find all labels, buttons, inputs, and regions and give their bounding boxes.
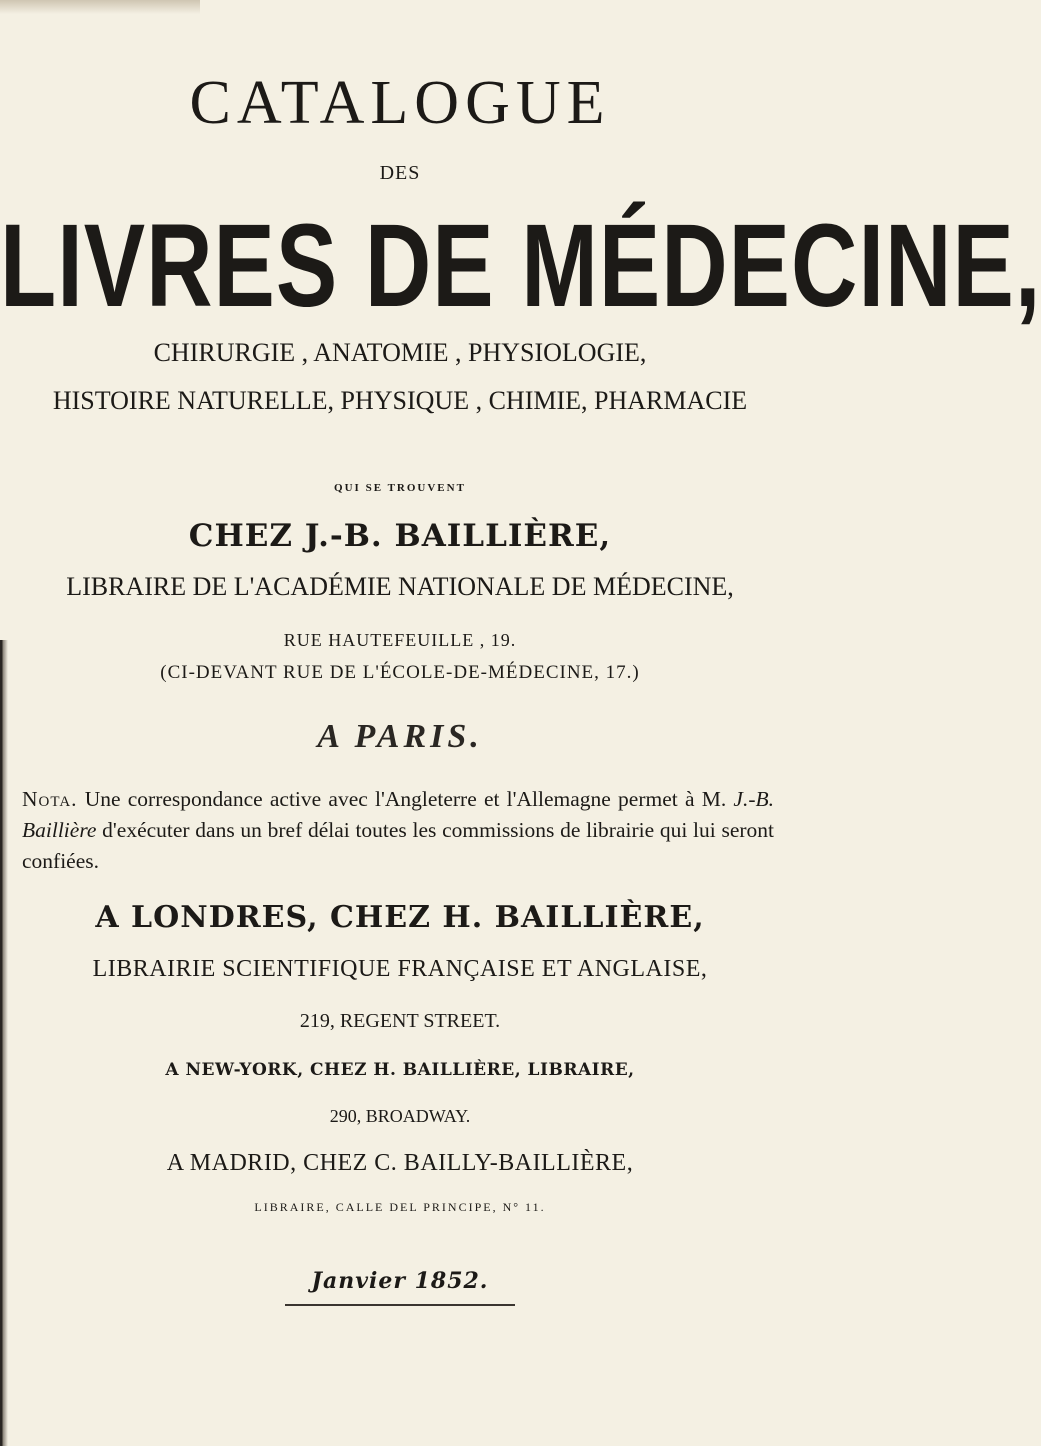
branch-london: A LONDRES, CHEZ H. BAILLIÈRE, bbox=[95, 900, 705, 935]
nota-label: Nota. bbox=[22, 787, 78, 811]
branch-new-york-address: 290, BROADWAY. bbox=[329, 1106, 471, 1126]
page-edge-top bbox=[0, 0, 200, 14]
subjects-line-1: CHIRURGIE , ANATOMIE , PHYSIOLOGIE, bbox=[153, 338, 647, 367]
subjects-line-2: HISTOIRE NATURELLE, PHYSIQUE , CHIMIE, PHARMACIE bbox=[52, 386, 748, 415]
branch-madrid-address: LIBRAIRE, CALLE DEL PRINCIPE, N° 11. bbox=[254, 1200, 546, 1214]
nota-text-1: Une correspondance active avec l'Angleterre et l'Allemagne permet à M. bbox=[77, 787, 734, 811]
heading-livres-de-medecine: LIVRES DE MÉDECINE, bbox=[0, 201, 1041, 332]
heading-des: DES bbox=[379, 162, 421, 184]
page-edge-left bbox=[0, 640, 8, 1446]
branch-new-york: A NEW-YORK, CHEZ H. BAILLIÈRE, LIBRAIRE, bbox=[165, 1060, 635, 1080]
publisher-former-address: (CI-DEVANT RUE DE L'ÉCOLE-DE-MÉDECINE, 17.) bbox=[160, 662, 640, 683]
publisher-title: LIBRAIRE DE L'ACADÉMIE NATIONALE DE MÉDECINE, bbox=[66, 572, 734, 601]
publication-date: Janvier 1852. bbox=[311, 1268, 489, 1294]
qui-se-trouvent: QUI SE TROUVENT bbox=[334, 482, 466, 494]
publisher-address: RUE HAUTEFEUILLE , 19. bbox=[283, 630, 517, 650]
bottom-rule bbox=[285, 1304, 515, 1306]
branch-london-address: 219, REGENT STREET. bbox=[299, 1010, 501, 1032]
branch-madrid: A MADRID, CHEZ C. BAILLY-BAILLIÈRE, bbox=[166, 1150, 634, 1176]
nota-name: J.-B. Baillière bbox=[22, 787, 774, 842]
branch-london-shop: LIBRAIRIE SCIENTIFIQUE FRANÇAISE ET ANGLAISE, bbox=[92, 956, 708, 982]
publisher-name: CHEZ J.-B. BAILLIÈRE, bbox=[188, 518, 612, 554]
nota-paragraph bbox=[22, 784, 774, 877]
heading-catalogue: CATALOGUE bbox=[189, 69, 611, 137]
nota-text-2: d'exécuter dans un bref délai toutes les commissions de librairie qui lui seront confiées. bbox=[22, 818, 774, 873]
city-paris: A PARIS. bbox=[317, 718, 483, 755]
